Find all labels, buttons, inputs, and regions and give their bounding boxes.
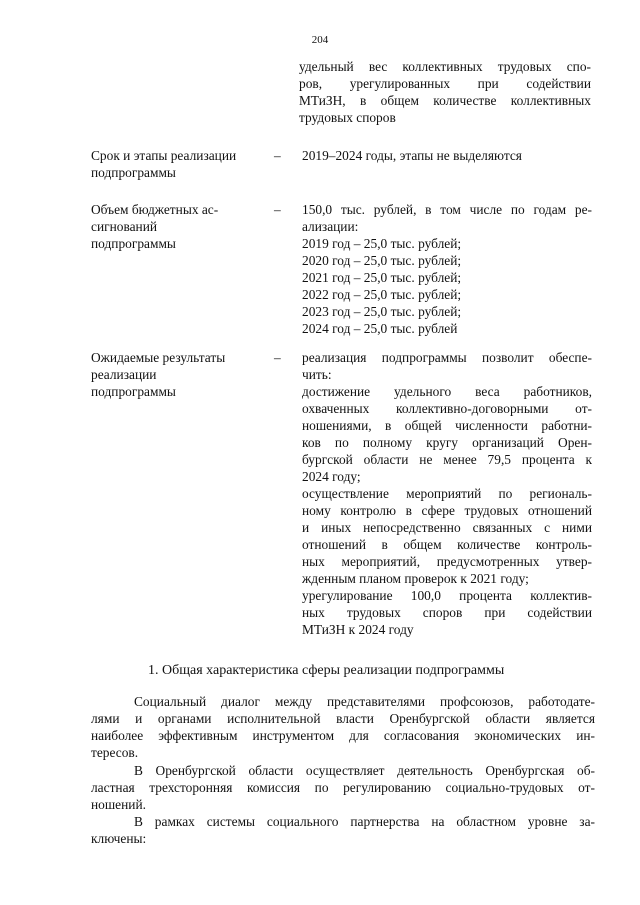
value-line: жденным планом проверок к 2021 году; bbox=[302, 571, 529, 586]
results-value bbox=[302, 349, 592, 638]
text-line: удельный вес коллективных трудовых спо- bbox=[299, 59, 591, 74]
label-line: подпрограммы bbox=[91, 236, 176, 251]
paragraph bbox=[91, 693, 595, 761]
section-heading: 1. Общая характеристика сферы реализации подпрограммы bbox=[148, 663, 505, 678]
paragraph-line: В рамках системы социального партнерства на областном уровне за- bbox=[134, 814, 595, 829]
budget-value bbox=[302, 201, 592, 337]
value-line: МТиЗН к 2024 году bbox=[302, 622, 414, 637]
value-line: ков по полному кругу организаций Орен- bbox=[302, 435, 592, 450]
paragraph-line: В Оренбургской области осуществляет деятельность Оренбургская об- bbox=[134, 763, 595, 778]
label-line: подпрограммы bbox=[91, 165, 176, 180]
value-line: и иных непосредственно связанных с ними bbox=[302, 520, 592, 535]
budget-label bbox=[91, 201, 261, 252]
paragraph bbox=[91, 813, 595, 847]
paragraph-line: наиболее эффективным инструментом для согласования экономических ин- bbox=[91, 728, 595, 743]
continuation-text bbox=[299, 58, 591, 126]
value-line: ному контролю в сфере трудовых отношений bbox=[302, 503, 592, 518]
budget-dash: – bbox=[274, 202, 281, 217]
label-line: подпрограммы bbox=[91, 384, 176, 399]
results-dash: – bbox=[274, 350, 281, 365]
page-number: 204 bbox=[311, 34, 329, 46]
value-line: 2021 год – 25,0 тыс. рублей; bbox=[302, 270, 462, 285]
value-line: чить: bbox=[302, 367, 332, 382]
text-line: трудовых споров bbox=[299, 110, 396, 125]
value-line: урегулирование 100,0 процента коллектив- bbox=[302, 588, 592, 603]
term-dash: – bbox=[274, 148, 281, 163]
value-line: 2024 год – 25,0 тыс. рублей bbox=[302, 321, 458, 336]
value-line: 2024 году; bbox=[302, 469, 361, 484]
paragraph-line: ластная трехсторонняя комиссия по регулированию социально-трудовых от- bbox=[91, 780, 595, 795]
value-line: 150,0 тыс. рублей, в том числе по годам ре- bbox=[302, 202, 592, 217]
paragraph-line: лями и органами исполнительной власти Оренбургской области является bbox=[91, 711, 595, 726]
value-line: 2019 год – 25,0 тыс. рублей; bbox=[302, 236, 462, 251]
label-line: сигнований bbox=[91, 219, 158, 234]
paragraph-line: ношений. bbox=[91, 797, 146, 812]
value-line: отношений в общем количестве контроль- bbox=[302, 537, 592, 552]
paragraph bbox=[91, 762, 595, 813]
paragraph-line: ключены: bbox=[91, 831, 147, 846]
value-line: ношениями, в общей численности работни- bbox=[302, 418, 592, 433]
value-line: 2020 год – 25,0 тыс. рублей; bbox=[302, 253, 462, 268]
term-label bbox=[91, 147, 261, 181]
label-line: Объем бюджетных ас- bbox=[91, 202, 219, 217]
text-line: МТиЗН, в общем количестве коллективных bbox=[299, 93, 591, 108]
value-line: 2022 год – 25,0 тыс. рублей; bbox=[302, 287, 462, 302]
value-line: достижение удельного веса работников, bbox=[302, 384, 592, 399]
value-line: ных трудовых споров при содействии bbox=[302, 605, 592, 620]
value-line: бургской области не менее 79,5 процента к bbox=[302, 452, 592, 467]
label-line: Срок и этапы реализации bbox=[91, 148, 237, 163]
label-line: Ожидаемые результаты bbox=[91, 350, 226, 365]
paragraph-line: Социальный диалог между представителями профсоюзов, работодате- bbox=[134, 694, 595, 709]
value-line: реализация подпрограммы позволит обеспе- bbox=[302, 350, 592, 365]
text-line: ров, урегулированных при содействии bbox=[299, 76, 591, 91]
value-line: ализации: bbox=[302, 219, 359, 234]
term-value bbox=[302, 147, 592, 164]
label-line: реализации bbox=[91, 367, 157, 382]
value-line: охваченных коллективно-договорными от- bbox=[302, 401, 592, 416]
value-line: 2023 год – 25,0 тыс. рублей; bbox=[302, 304, 462, 319]
paragraph-line: тересов. bbox=[91, 745, 139, 760]
value-line: 2019–2024 годы, этапы не выделяются bbox=[302, 148, 522, 163]
value-line: ных мероприятий, предусмотренных утвер- bbox=[302, 554, 592, 569]
value-line: осуществление мероприятий по региональ- bbox=[302, 486, 592, 501]
results-label bbox=[91, 349, 261, 400]
